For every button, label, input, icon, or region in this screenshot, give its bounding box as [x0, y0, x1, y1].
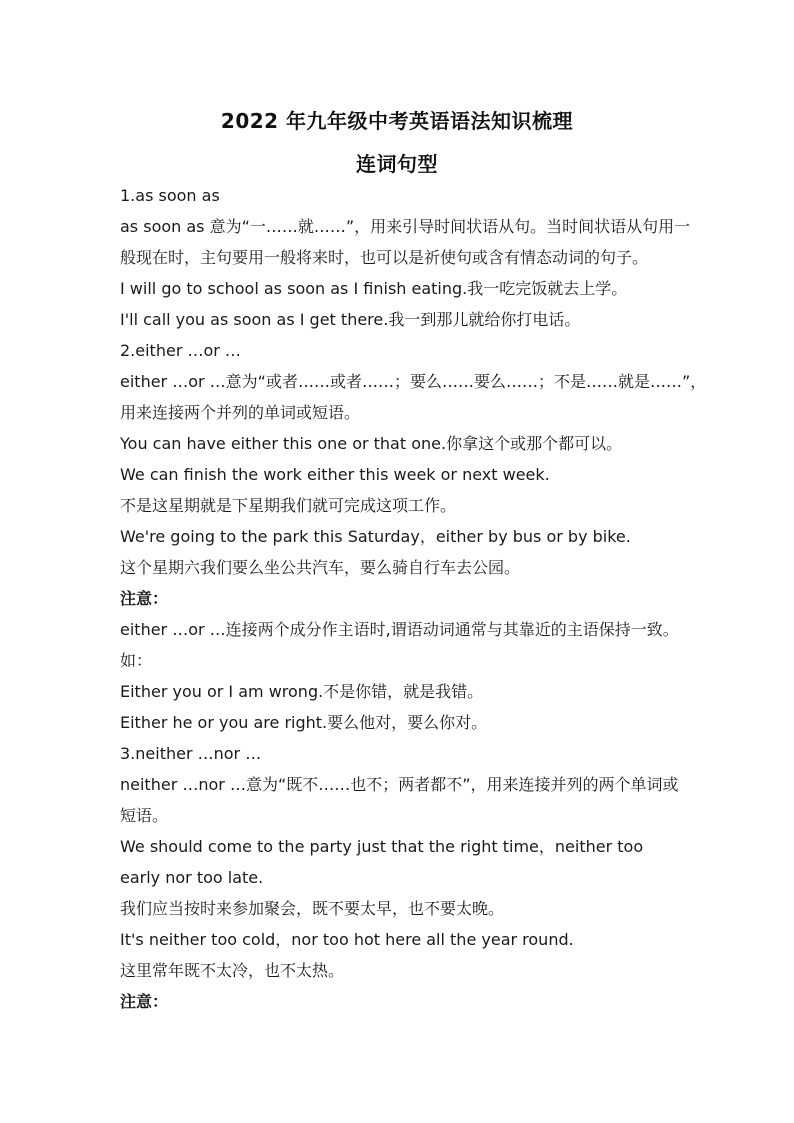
body-line: It's neither too cold，nor too hot here all the year round.: [120, 930, 574, 949]
body-line: 这里常年既不太冷，也不太热。: [120, 961, 345, 980]
document-body: [120, 180, 707, 1017]
note-heading: 注意：: [120, 992, 169, 1011]
body-line: 1.as soon as: [120, 186, 220, 205]
body-line: early nor too late.: [120, 868, 264, 887]
body-line: either …or …意为“或者……或者……；要么……要么……；不是……就是……”，: [120, 372, 707, 391]
body-line: 般现在时，主句要用一般将来时，也可以是祈使句或含有情态动词的句子。: [120, 248, 649, 267]
body-line: as soon as 意为“一……就……”，用来引导时间状语从句。当时间状语从句用一: [120, 217, 691, 236]
body-line: 用来连接两个并列的单词或短语。: [120, 403, 361, 422]
body-line: 我们应当按时来参加聚会，既不要太早，也不要太晚。: [120, 899, 505, 918]
note-heading: 注意：: [120, 589, 169, 608]
body-line: Either he or you are right.要么他对，要么你对。: [120, 713, 488, 732]
body-line: 如：: [120, 651, 153, 670]
body-line: We're going to the park this Saturday，either by bus or by bike.: [120, 527, 631, 546]
body-line: I'll call you as soon as I get there.我一到那儿就给你打电话。: [120, 310, 581, 329]
body-line: You can have either this one or that one.你拿这个或那个都可以。: [120, 434, 623, 453]
body-line: 3.neither …nor …: [120, 744, 262, 763]
body-line: We should come to the party just that the right time，neither too: [120, 837, 644, 856]
page-subtitle: 连词句型: [356, 152, 438, 176]
body-line: 短语。: [120, 806, 169, 825]
body-line: either …or …连接两个成分作主语时,谓语动词通常与其靠近的主语保持一致。: [120, 620, 679, 639]
body-line: 不是这星期就是下星期我们就可完成这项工作。: [120, 496, 457, 515]
body-line: I will go to school as soon as I finish eating.我一吃完饭就去上学。: [120, 279, 628, 298]
page-title: 2022 年九年级中考英语语法知识梳理: [220, 109, 574, 133]
body-line: neither …nor …意为“既不……也不；两者都不”，用来连接并列的两个单词或: [120, 775, 679, 794]
body-line: 2.either …or …: [120, 341, 241, 360]
body-line: We can finish the work either this week or next week.: [120, 465, 550, 484]
body-line: Either you or I am wrong.不是你错，就是我错。: [120, 682, 484, 701]
body-line: 这个星期六我们要么坐公共汽车，要么骑自行车去公园。: [120, 558, 521, 577]
